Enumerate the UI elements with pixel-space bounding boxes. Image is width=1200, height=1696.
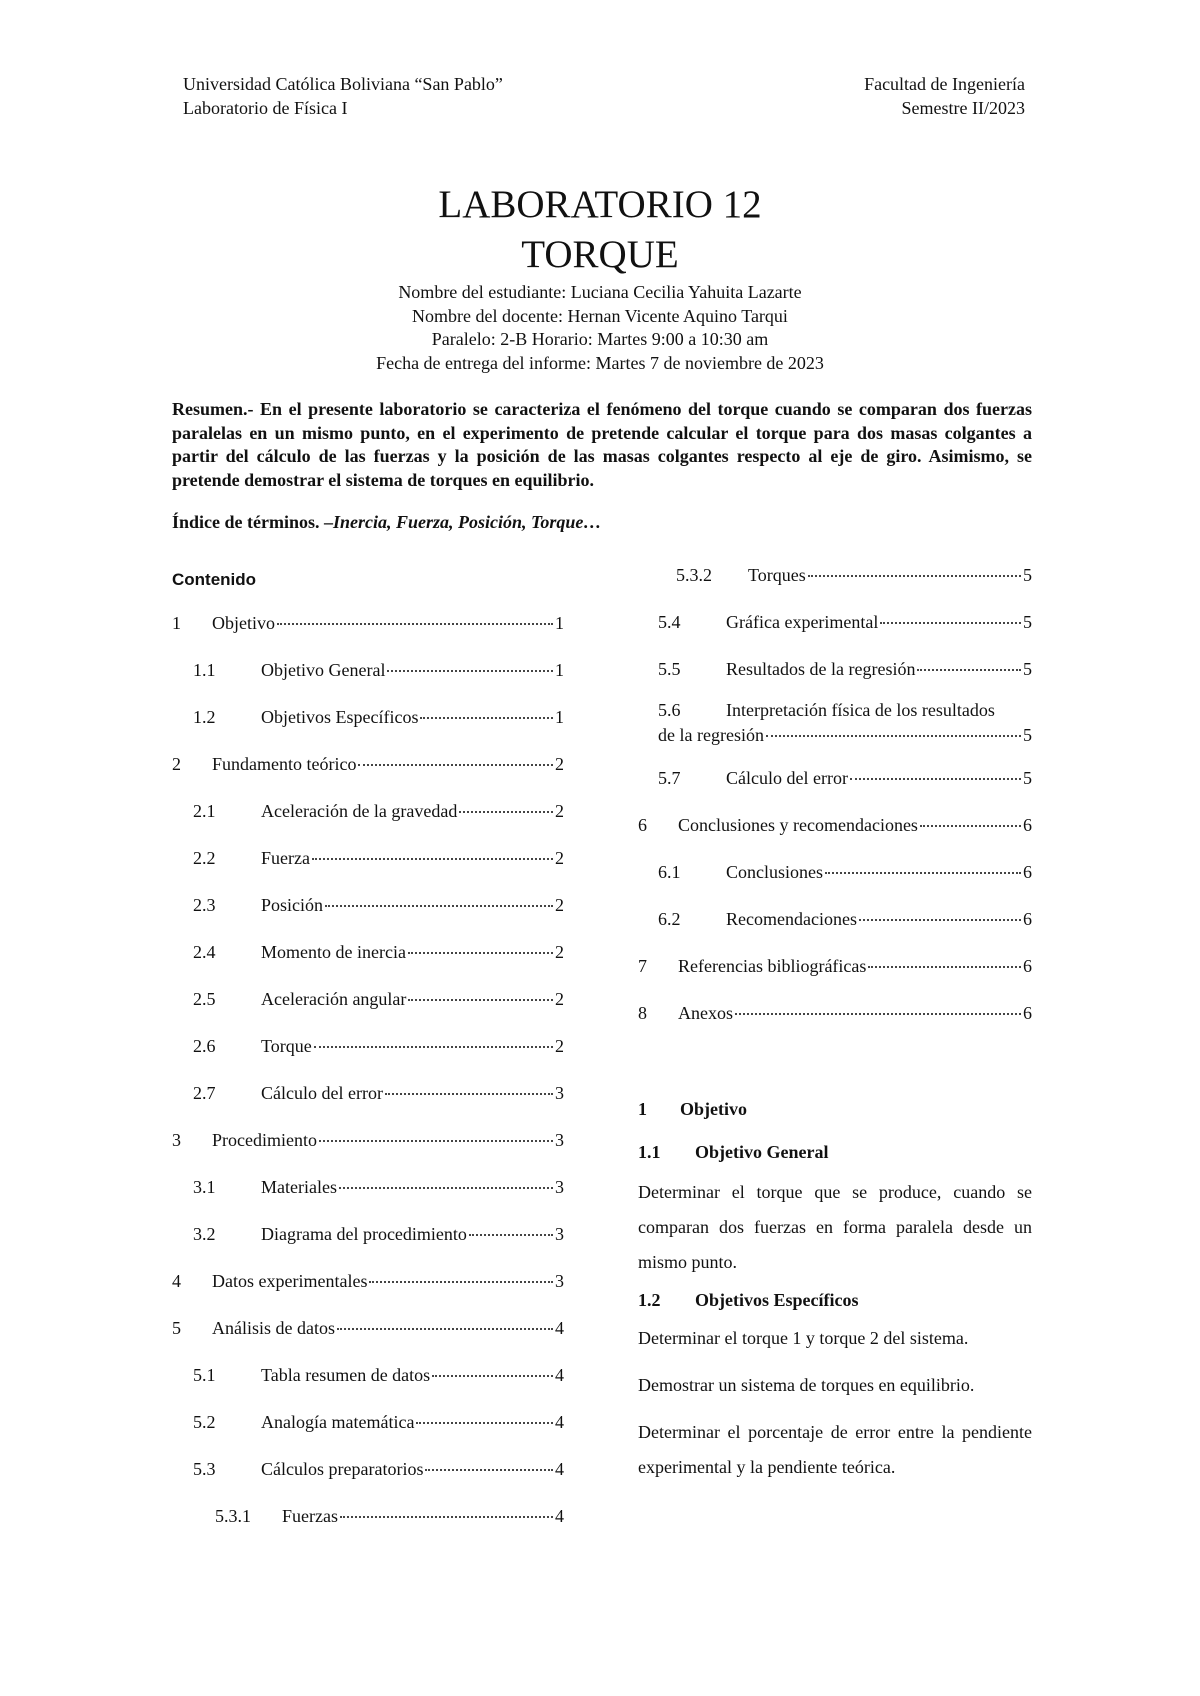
toc-entry[interactable]: [172, 1352, 564, 1399]
toc-entry-number: 2: [172, 754, 181, 774]
toc-entry-label: Anexos: [678, 1003, 733, 1023]
faculty-name: Facultad de Ingeniería: [864, 74, 1025, 94]
toc-entry-label: Objetivo: [212, 613, 275, 633]
toc-entry-number: 8: [638, 1003, 647, 1023]
semester: Semestre II/2023: [901, 98, 1025, 118]
toc-entry-label: Interpretación física de los resultados: [726, 700, 995, 720]
toc-entry-label: Aceleración angular: [261, 989, 407, 1009]
toc-entry[interactable]: [172, 1117, 564, 1164]
toc-entry-label: Procedimiento: [212, 1130, 317, 1150]
toc-entry-page: 1: [555, 660, 564, 680]
toc-entry-label: Análisis de datos: [212, 1318, 335, 1338]
index-terms: [172, 512, 601, 533]
toc-heading: Contenido: [172, 570, 257, 589]
toc-entry-label: Objetivos Específicos: [261, 707, 419, 727]
toc-entry-label: Momento de inercia: [261, 942, 406, 962]
toc-entry[interactable]: [638, 802, 1032, 849]
toc-leader: [735, 1013, 1021, 1015]
toc-entry[interactable]: [172, 1493, 564, 1540]
toc-entry-page: 4: [555, 1459, 564, 1479]
toc-entry-number: 1: [172, 613, 181, 633]
toc-entry[interactable]: [638, 943, 1032, 990]
toc-entry-page: 4: [555, 1318, 564, 1338]
toc-leader: [920, 825, 1021, 827]
toc-leader: [358, 764, 553, 766]
toc-leader: [880, 622, 1021, 624]
toc-leader: [766, 735, 1021, 737]
objective-general-text: Determinar el torque que se produce, cuando se comparan dos fuerzas en forma paralela desde un mismo punto.: [638, 1182, 1032, 1272]
toc-entry-label: Conclusiones: [726, 862, 823, 882]
toc-entry-number: 6.2: [658, 909, 681, 929]
toc-entry-number: 5.3.1: [215, 1506, 251, 1526]
toc-entry-page: 6: [1023, 1003, 1032, 1023]
toc-entry-label: Gráfica experimental: [726, 612, 879, 632]
toc-entry-page: 3: [555, 1224, 564, 1244]
toc-entry-label: Materiales: [261, 1177, 337, 1197]
toc-entry[interactable]: [638, 990, 1032, 1037]
toc-leader: [408, 952, 553, 954]
toc-entry-page: 4: [555, 1506, 564, 1526]
toc-entry-number: 4: [172, 1271, 181, 1291]
toc-entry[interactable]: [638, 599, 1032, 646]
toc-entry-label: Fundamento teórico: [212, 754, 357, 774]
toc-entry-number: 6: [638, 815, 647, 835]
toc-entry-page: 5: [1023, 565, 1032, 585]
toc-entry-page: 2: [555, 942, 564, 962]
toc-entry-number: 2.4: [193, 942, 216, 962]
toc-entry[interactable]: [172, 600, 564, 647]
section-1-1-heading: 1.1 Objetivo General: [638, 1142, 829, 1162]
abstract: Resumen.- En el presente laboratorio se caracteriza el fenómeno del torque cuando se comparan dos fuerzas paralelas en un mismo punto, en el experimento de pretende calcular el torque para dos masas colgantes a partir del cálculo de las fuerzas y la posición de las masas colgantes respecto al eje de giro. Asimismo, se pretende demostrar el sistema de torques en equilibrio.: [172, 399, 1032, 490]
toc-entry-label: Cálculo del error: [261, 1083, 383, 1103]
toc-leader: [425, 1469, 553, 1471]
title-line-1: LABORATORIO 12: [438, 183, 762, 226]
schedule: Paralelo: 2-B Horario: Martes 9:00 a 10:30 am: [431, 329, 769, 349]
toc-entry-label: Torque: [261, 1036, 312, 1056]
toc-entry-page: 6: [1023, 956, 1032, 976]
toc-list-right: [638, 552, 1032, 1037]
toc-leader: [312, 858, 553, 860]
toc-entry-label: Resultados de la regresión: [726, 659, 916, 679]
toc-entry-number: 2.5: [193, 989, 216, 1009]
toc-leader: [408, 999, 553, 1001]
toc-entry[interactable]: [638, 755, 1032, 802]
toc-entry-page: 2: [555, 895, 564, 915]
toc-entry-page: 5: [1023, 659, 1032, 679]
toc-entry-number: 3.1: [193, 1177, 216, 1197]
toc-entry[interactable]: [172, 788, 564, 835]
toc-entry-page: 3: [555, 1271, 564, 1291]
toc-entry-page: 6: [1023, 909, 1032, 929]
teacher-name: Nombre del docente: Hernan Vicente Aquino Tarqui: [412, 305, 788, 326]
toc-entry-label: Posición: [261, 895, 324, 915]
toc-leader: [808, 575, 1021, 577]
toc-leader: [277, 623, 553, 625]
toc-entry-label: Cálculos preparatorios: [261, 1459, 424, 1479]
toc-entry-page: 4: [555, 1412, 564, 1432]
toc-entry-label: Datos experimentales: [212, 1271, 368, 1291]
toc-right-column: [638, 552, 1032, 1485]
toc-entry[interactable]: [172, 694, 564, 741]
toc-leader: [825, 872, 1021, 874]
toc-leader: [314, 1046, 553, 1048]
toc-leader: [339, 1187, 553, 1189]
toc-entry-page: 2: [555, 801, 564, 821]
toc-entry-label: Recomendaciones: [726, 909, 857, 929]
toc-entry[interactable]: [172, 929, 564, 976]
specific-objective-3: Determinar el porcentaje de error entre la pendiente experimental y la pendiente teórica.: [638, 1422, 1032, 1477]
toc-entry-label: Objetivo General: [261, 660, 386, 680]
toc-leader: [850, 778, 1021, 780]
title-line-2: TORQUE: [521, 233, 679, 276]
toc-entry-number: 7: [638, 956, 647, 976]
toc-entry-label: Fuerza: [261, 848, 310, 868]
toc-entry-label: Diagrama del procedimiento: [261, 1224, 467, 1244]
toc-entry-label: Conclusiones y recomendaciones: [678, 815, 918, 835]
toc-entry-label: Aceleración de la gravedad: [261, 801, 458, 821]
toc-entry-page: 4: [555, 1365, 564, 1385]
document-meta: [0, 281, 1200, 375]
toc-entry-page: 1: [555, 613, 564, 633]
toc-left-column: [172, 560, 564, 1540]
toc-leader: [432, 1375, 553, 1377]
student-name: Nombre del estudiante: Luciana Cecilia Yahuita Lazarte: [398, 282, 802, 302]
toc-entry[interactable]: [172, 976, 564, 1023]
toc-entry-number: 1.1: [193, 660, 216, 680]
university-name: Universidad Católica Boliviana “San Pablo”: [183, 74, 503, 94]
toc-entry-number: 3: [172, 1130, 181, 1150]
lab-name: Laboratorio de Física I: [183, 98, 348, 118]
index-terms-list: Inercia, Fuerza, Posición, Torque…: [333, 512, 602, 532]
document-title: [0, 180, 1200, 280]
toc-entry[interactable]: [172, 1258, 564, 1305]
toc-entry-number: 5.6: [658, 700, 681, 720]
toc-leader: [369, 1281, 553, 1283]
toc-entry-label: Analogía matemática: [261, 1412, 415, 1432]
toc-entry-page: 2: [555, 1036, 564, 1056]
toc-entry-number: 5.2: [193, 1412, 216, 1432]
toc-entry[interactable]: [638, 693, 1032, 747]
toc-leader: [459, 811, 553, 813]
toc-entry[interactable]: [172, 1164, 564, 1211]
toc-entry-number: 5.1: [193, 1365, 216, 1385]
delivery-date: Fecha de entrega del informe: Martes 7 de noviembre de 2023: [376, 352, 824, 373]
toc-entry-number: 2.7: [193, 1083, 216, 1103]
section-1-heading: 1 Objetivo: [638, 1099, 747, 1119]
toc-entry-label: Referencias bibliográficas: [678, 956, 867, 976]
toc-entry-number: 1.2: [193, 707, 216, 727]
toc-entry-number: 5: [172, 1318, 181, 1338]
toc-entry-number: 5.4: [658, 612, 681, 632]
toc-entry-number: 2.3: [193, 895, 216, 915]
toc-entry-label: Fuerzas: [282, 1506, 338, 1526]
toc-entry-number: 3.2: [193, 1224, 216, 1244]
toc-entry[interactable]: [638, 896, 1032, 943]
toc-entry-number: 2.1: [193, 801, 216, 821]
toc-leader: [416, 1422, 553, 1424]
toc-entry-number: 5.5: [658, 659, 681, 679]
toc-entry-number: 2.2: [193, 848, 216, 868]
toc-entry-label: Cálculo del error: [726, 768, 848, 788]
index-terms-label: Índice de términos. –: [172, 512, 333, 532]
toc-leader: [917, 669, 1021, 671]
toc-entry[interactable]: [172, 1399, 564, 1446]
toc-entry-page: 3: [555, 1083, 564, 1103]
toc-entry[interactable]: [638, 552, 1032, 599]
toc-entry-label-cont: de la regresión: [658, 725, 764, 745]
toc-leader: [859, 919, 1021, 921]
specific-objective-1: Determinar el torque 1 y torque 2 del sistema.: [638, 1328, 969, 1348]
toc-entry[interactable]: [172, 835, 564, 882]
toc-entry[interactable]: [172, 1070, 564, 1117]
page-header-left: [183, 72, 503, 120]
toc-entry-number: 2.6: [193, 1036, 216, 1056]
toc-entry-number: 5.7: [658, 768, 681, 788]
toc-leader: [325, 905, 553, 907]
toc-entry[interactable]: [172, 1023, 564, 1070]
toc-entry-page: 6: [1023, 815, 1032, 835]
toc-leader: [319, 1140, 553, 1142]
toc-entry[interactable]: [172, 1305, 564, 1352]
toc-entry[interactable]: [172, 882, 564, 929]
toc-leader: [868, 966, 1021, 968]
toc-entry-label: Tabla resumen de datos: [261, 1365, 431, 1385]
toc-entry[interactable]: [172, 647, 564, 694]
toc-entry-page: 2: [555, 754, 564, 774]
toc-entry-page: 1: [555, 707, 564, 727]
toc-entry[interactable]: [638, 849, 1032, 896]
toc-leader: [387, 670, 553, 672]
toc-entry-page: 5: [1023, 725, 1032, 745]
toc-entry-label: Torques: [748, 565, 806, 585]
toc-entry-page: 5: [1023, 768, 1032, 788]
section-1-2-heading: 1.2 Objetivos Específicos: [638, 1290, 859, 1310]
toc-entry[interactable]: [172, 1211, 564, 1258]
toc-leader: [385, 1093, 553, 1095]
toc-entry-page: 5: [1023, 612, 1032, 632]
toc-leader: [469, 1234, 553, 1236]
toc-entry-page: 3: [555, 1177, 564, 1197]
toc-leader: [340, 1516, 553, 1518]
toc-entry-page: 2: [555, 848, 564, 868]
toc-entry[interactable]: [638, 646, 1032, 693]
toc-entry-page: 3: [555, 1130, 564, 1150]
toc-entry-number: 6.1: [658, 862, 681, 882]
toc-entry[interactable]: [172, 741, 564, 788]
toc-leader: [337, 1328, 553, 1330]
toc-entry-number: 5.3.2: [676, 565, 712, 585]
toc-entry-number: 5.3: [193, 1459, 216, 1479]
toc-list-left: [172, 600, 564, 1540]
toc-entry-page: 2: [555, 989, 564, 1009]
toc-entry-page: 6: [1023, 862, 1032, 882]
page-header-right: [864, 72, 1025, 120]
specific-objective-2: Demostrar un sistema de torques en equilibrio.: [638, 1375, 975, 1395]
toc-leader: [420, 717, 553, 719]
toc-entry[interactable]: [172, 1446, 564, 1493]
